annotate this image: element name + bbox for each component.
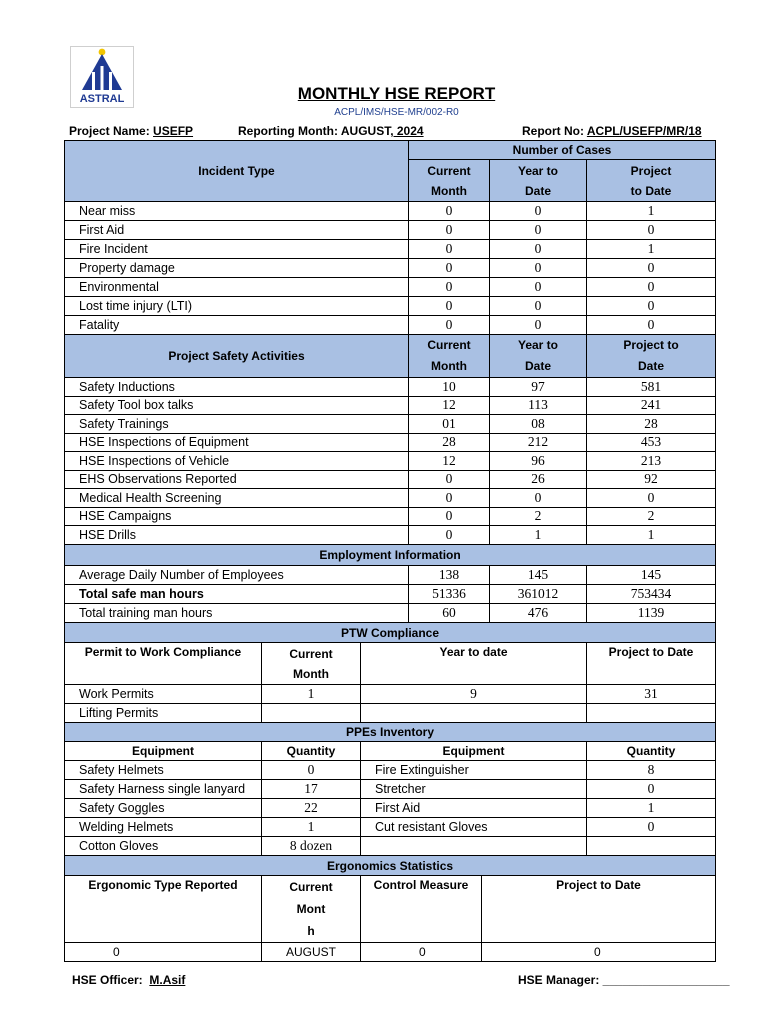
ppe-equipment: Safety Helmets bbox=[65, 761, 262, 780]
incident-ytd: 0 bbox=[490, 221, 587, 240]
ppe-equipment: Cotton Gloves bbox=[65, 837, 262, 856]
table-row bbox=[65, 259, 716, 278]
ppe-quantity: 8 dozen bbox=[262, 837, 361, 856]
project-name-label: Project Name: bbox=[69, 124, 154, 138]
table-row bbox=[65, 433, 716, 452]
control-measure-header: Control Measure bbox=[361, 876, 482, 943]
incident-ptd: 0 bbox=[587, 278, 716, 297]
ppe-quantity-2 bbox=[587, 837, 716, 856]
ppe-equipment-header: Equipment bbox=[65, 742, 262, 761]
number-of-cases-header: Number of Cases bbox=[409, 141, 716, 160]
reporting-month-value: , 2024 bbox=[390, 124, 424, 138]
table-row bbox=[65, 685, 716, 704]
table-row bbox=[65, 799, 716, 818]
incident-ptd: 0 bbox=[587, 297, 716, 316]
report-title: MONTHLY HSE REPORT bbox=[297, 84, 496, 103]
incident-current: 0 bbox=[409, 259, 490, 278]
activity-ytd: 2 bbox=[490, 507, 587, 526]
activity-ytd: 26 bbox=[490, 470, 587, 489]
incident-ytd: 0 bbox=[490, 278, 587, 297]
activity-current: 12 bbox=[409, 452, 490, 471]
table-row bbox=[65, 221, 716, 240]
ptw-compliance-header: Permit to Work Compliance bbox=[65, 643, 262, 685]
incident-current: 0 bbox=[409, 202, 490, 221]
incident-ptd: 0 bbox=[587, 259, 716, 278]
ppe-equipment-2: Cut resistant Gloves bbox=[361, 818, 587, 837]
ppe-equipment-2: Stretcher bbox=[361, 780, 587, 799]
activity-ptd: 0 bbox=[587, 489, 716, 508]
incident-current: 0 bbox=[409, 278, 490, 297]
incident-ptd: 1 bbox=[587, 240, 716, 259]
ergonomic-project-to-date-header: Project to Date bbox=[482, 876, 716, 943]
control-measure-value: 0 bbox=[361, 943, 482, 962]
hse-officer-label: HSE Officer: bbox=[72, 973, 143, 987]
incident-ytd: 0 bbox=[490, 202, 587, 221]
table-row bbox=[65, 761, 716, 780]
incident-label: Lost time injury (LTI) bbox=[65, 297, 409, 316]
activity-ptd: 581 bbox=[587, 378, 716, 397]
document-reference: ACPL/IMS/HSE-MR/002-R0 bbox=[334, 107, 459, 118]
ergonomic-current-value: AUGUST bbox=[262, 943, 361, 962]
ppe-equipment: Welding Helmets bbox=[65, 818, 262, 837]
table-row bbox=[65, 278, 716, 297]
incident-label: Fatality bbox=[65, 316, 409, 335]
ppe-equipment-2 bbox=[361, 837, 587, 856]
incident-label: Near miss bbox=[65, 202, 409, 221]
ptw-current bbox=[262, 704, 361, 723]
incident-label: Environmental bbox=[65, 278, 409, 297]
activity-ptd: 213 bbox=[587, 452, 716, 471]
employment-ytd: 476 bbox=[490, 603, 587, 622]
table-row bbox=[65, 396, 716, 415]
activity-current: 28 bbox=[409, 433, 490, 452]
table-row bbox=[65, 584, 716, 603]
table-row bbox=[65, 704, 716, 723]
ptw-ptd: 31 bbox=[587, 685, 716, 704]
activity-label: Safety Inductions bbox=[65, 378, 409, 397]
table-row bbox=[65, 452, 716, 471]
incident-ytd: 0 bbox=[490, 259, 587, 278]
ppe-equipment: Safety Harness single lanyard bbox=[65, 780, 262, 799]
ptw-ytd bbox=[361, 704, 587, 723]
incident-type-header: Incident Type bbox=[65, 141, 409, 202]
activity-ytd: 96 bbox=[490, 452, 587, 471]
ergonomic-type-header: Ergonomic Type Reported bbox=[65, 876, 262, 943]
incident-current: 0 bbox=[409, 297, 490, 316]
ptw-label: Work Permits bbox=[65, 685, 262, 704]
activity-ytd: 113 bbox=[490, 396, 587, 415]
hse-officer bbox=[72, 973, 185, 987]
incident-ytd: 0 bbox=[490, 316, 587, 335]
activity-ytd: 97 bbox=[490, 378, 587, 397]
table-row bbox=[65, 603, 716, 622]
activity-ytd: 1 bbox=[490, 526, 587, 545]
ergonomics-table bbox=[64, 855, 716, 962]
ppe-quantity-2: 8 bbox=[587, 761, 716, 780]
table-row bbox=[65, 780, 716, 799]
table-row bbox=[65, 818, 716, 837]
incident-label: Property damage bbox=[65, 259, 409, 278]
table-row bbox=[65, 526, 716, 545]
activity-current: 0 bbox=[409, 507, 490, 526]
activity-current: 0 bbox=[409, 489, 490, 508]
ppe-quantity-header-2: Quantity bbox=[587, 742, 716, 761]
incident-current: 0 bbox=[409, 316, 490, 335]
employment-label: Average Daily Number of Employees bbox=[65, 565, 409, 584]
employment-ytd: 361012 bbox=[490, 584, 587, 603]
ptw-label: Lifting Permits bbox=[65, 704, 262, 723]
activity-label: Safety Tool box talks bbox=[65, 396, 409, 415]
report-number bbox=[522, 124, 702, 138]
reporting-month bbox=[238, 124, 424, 138]
hse-stats-table bbox=[64, 140, 716, 623]
activity-current: 01 bbox=[409, 415, 490, 434]
ergonomic-ptd-value: 0 bbox=[482, 943, 716, 962]
activity-ptd: 1 bbox=[587, 526, 716, 545]
activity-current: 0 bbox=[409, 470, 490, 489]
activities-project-to-date-header: Project to Date bbox=[587, 335, 716, 378]
project-name bbox=[69, 124, 193, 138]
ptw-header: PTW Compliance bbox=[65, 623, 716, 643]
activities-year-to-date-header: Year to Date bbox=[490, 335, 587, 378]
activity-current: 10 bbox=[409, 378, 490, 397]
activity-label: HSE Campaigns bbox=[65, 507, 409, 526]
ppe-quantity-2: 0 bbox=[587, 818, 716, 837]
table-row bbox=[65, 297, 716, 316]
logo-text: ASTRAL bbox=[79, 93, 125, 105]
project-name-value: USEFP bbox=[153, 124, 194, 138]
incident-ptd: 0 bbox=[587, 316, 716, 335]
ppe-equipment-header-2: Equipment bbox=[361, 742, 587, 761]
employment-label: Total safe man hours bbox=[65, 584, 409, 603]
activity-ptd: 2 bbox=[587, 507, 716, 526]
table-row bbox=[65, 943, 716, 962]
ptw-current: 1 bbox=[262, 685, 361, 704]
incident-ytd: 0 bbox=[490, 297, 587, 316]
activity-ptd: 241 bbox=[587, 396, 716, 415]
employment-header: Employment Information bbox=[65, 544, 716, 565]
ppe-equipment-2: Fire Extinguisher bbox=[361, 761, 587, 780]
activity-current: 12 bbox=[409, 396, 490, 415]
incident-current-month-header: Current Month bbox=[409, 160, 490, 202]
ppe-quantity-2: 1 bbox=[587, 799, 716, 818]
incident-ptd: 1 bbox=[587, 202, 716, 221]
ppe-quantity: 22 bbox=[262, 799, 361, 818]
ppe-quantity: 17 bbox=[262, 780, 361, 799]
reporting-month-label: Reporting Month: AUGUST bbox=[238, 124, 391, 138]
table-row bbox=[65, 240, 716, 259]
incident-project-to-date-header: Project to Date bbox=[587, 160, 716, 202]
ptw-year-to-date-header: Year to date bbox=[361, 643, 587, 685]
incident-label: First Aid bbox=[65, 221, 409, 240]
incident-year-to-date-header: Year to Date bbox=[490, 160, 587, 202]
ptw-current-month-header: Current Month bbox=[262, 643, 361, 685]
report-number-value: ACPL/USEFP/MR/18 bbox=[586, 124, 702, 138]
ppe-header: PPEs Inventory bbox=[65, 723, 716, 742]
employment-ptd: 753434 bbox=[587, 584, 716, 603]
employment-current: 60 bbox=[409, 603, 490, 622]
table-row bbox=[65, 837, 716, 856]
table-row bbox=[65, 378, 716, 397]
activities-current-month-header: Current Month bbox=[409, 335, 490, 378]
activity-ptd: 28 bbox=[587, 415, 716, 434]
activity-label: HSE Inspections of Equipment bbox=[65, 433, 409, 452]
ergonomics-header: Ergonomics Statistics bbox=[65, 856, 716, 876]
activity-label: HSE Drills bbox=[65, 526, 409, 545]
ppe-equipment: Safety Goggles bbox=[65, 799, 262, 818]
hse-manager: HSE Manager: ___________________ bbox=[518, 973, 730, 987]
activity-ptd: 92 bbox=[587, 470, 716, 489]
activity-label: EHS Observations Reported bbox=[65, 470, 409, 489]
employment-ptd: 1139 bbox=[587, 603, 716, 622]
activity-label: Safety Trainings bbox=[65, 415, 409, 434]
incident-ytd: 0 bbox=[490, 240, 587, 259]
table-row bbox=[65, 202, 716, 221]
ergonomic-current-month-header: Current Mont h bbox=[262, 876, 361, 943]
table-row bbox=[65, 507, 716, 526]
safety-activities-header: Project Safety Activities bbox=[65, 335, 409, 378]
report-number-label: Report No: bbox=[522, 124, 587, 138]
employment-ptd: 145 bbox=[587, 565, 716, 584]
table-row bbox=[65, 565, 716, 584]
ppe-quantity: 0 bbox=[262, 761, 361, 780]
activity-ytd: 212 bbox=[490, 433, 587, 452]
ppe-quantity: 1 bbox=[262, 818, 361, 837]
ergonomic-type-value: 0 bbox=[65, 943, 262, 962]
incident-current: 0 bbox=[409, 240, 490, 259]
activity-ytd: 08 bbox=[490, 415, 587, 434]
ppe-quantity-header: Quantity bbox=[262, 742, 361, 761]
employment-current: 138 bbox=[409, 565, 490, 584]
hse-officer-name: M.Asif bbox=[149, 973, 186, 987]
ppe-equipment-2: First Aid bbox=[361, 799, 587, 818]
activity-ytd: 0 bbox=[490, 489, 587, 508]
incident-current: 0 bbox=[409, 221, 490, 240]
incident-label: Fire Incident bbox=[65, 240, 409, 259]
incident-ptd: 0 bbox=[587, 221, 716, 240]
table-row bbox=[65, 470, 716, 489]
activity-label: Medical Health Screening bbox=[65, 489, 409, 508]
employment-ytd: 145 bbox=[490, 565, 587, 584]
activity-current: 0 bbox=[409, 526, 490, 545]
ptw-ytd: 9 bbox=[361, 685, 587, 704]
table-row bbox=[65, 316, 716, 335]
table-row bbox=[65, 415, 716, 434]
employment-current: 51336 bbox=[409, 584, 490, 603]
activity-ptd: 453 bbox=[587, 433, 716, 452]
ptw-ppe-table bbox=[64, 622, 716, 856]
ptw-project-to-date-header: Project to Date bbox=[587, 643, 716, 685]
activity-label: HSE Inspections of Vehicle bbox=[65, 452, 409, 471]
table-row bbox=[65, 489, 716, 508]
ppe-quantity-2: 0 bbox=[587, 780, 716, 799]
employment-label: Total training man hours bbox=[65, 603, 409, 622]
ptw-ptd bbox=[587, 704, 716, 723]
